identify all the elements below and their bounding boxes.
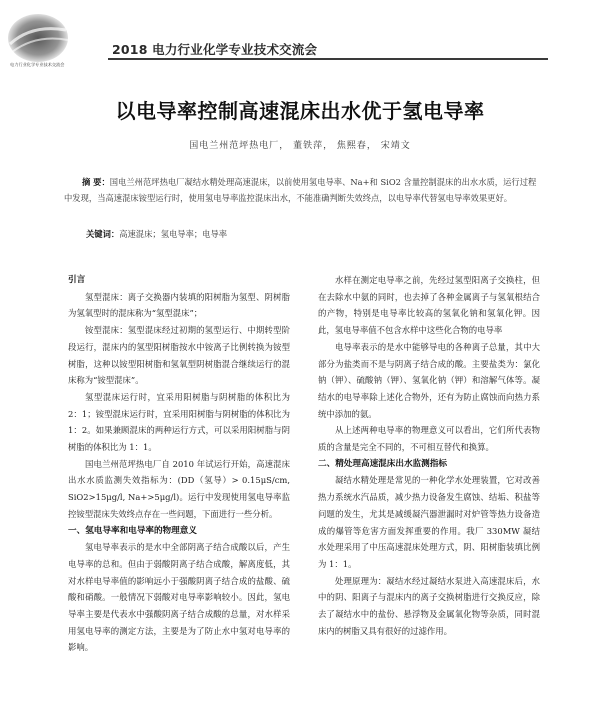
body-paragraph: 从上述两种电导率的物理意义可以看出，它们所代表物质的含量是完全不同的，不可相互替代和换算。	[318, 425, 540, 453]
keywords	[86, 228, 227, 240]
conference-logo	[2, 4, 102, 70]
section-heading: 引言	[68, 275, 86, 285]
body-paragraph: 电导率表示的是水中能够导电的各种离子总量，其中大部分为盐类而不是与阴离子结合成的酸。主要盐类为：氯化钠（钾）、硫酸钠（钾）、氢氧化钠（钾）和溶解气体等。凝结水的电导率除上述化合物外，还有为防止腐蚀而向热力系统中添加的氨。	[318, 341, 540, 419]
section-heading: 二、精处理高速混床出水监测指标	[318, 458, 447, 469]
right-column	[318, 272, 540, 639]
body-paragraph: 氢型混床：离子交换器内装填的阳树脂为氢型、阴树脂为氢氧型时的混床称为“氢型混床”；	[68, 291, 290, 319]
body-paragraph: 处理原理为：凝结水经过凝结水泵进入高速混床后，水中的阴、阳离子与混床内的离子交换树脂进行交换反应，除去了凝结水中的盐份、悬浮物及金属氧化物等杂质，同时混床内的树脂又具有很好的过滤作用。	[318, 575, 540, 636]
paper-title: 以电导率控制高速混床出水优于氢电导率	[115, 99, 485, 123]
body-paragraph: 氢型混床运行时，宜采用阳树脂与阴树脂的体积比为 2：1；铵型混床运行时，宜采用阳树脂与阴树脂的体积比为 1：2。如果兼顾混床的两种运行方式，可以采用阳树脂与阴树脂的体积比为 1：1。	[68, 391, 290, 453]
header-divider	[108, 58, 548, 60]
conference-name: 2018 电力行业化学专业技术交流会	[112, 42, 318, 57]
body-paragraph: 国电兰州范坪热电厂自 2010 年试运行开始，高速混床出水水质监测失效指标为：(DD（氢导）> 0.15μS/cm, SiO2>15μg/l, Na+>5μg/l)。运行中发现使用氢电导率监控铵型混床失效终点存在一些问题，下面进行一些分析。	[68, 458, 290, 519]
logo-caption: 电力行业化学专业技术交流会	[10, 62, 65, 67]
abstract-text: 国电兰州范坪热电厂凝结水精处理高速混床，以前使用氢电导率、Na+和 SiO2 含量控制混床的出水水质，运行过程中发现，当高速混床铵型运行时，使用氢电导率监控混床出水，不能准确判断失效终点，以电导率代替氢电导率效果更好。	[64, 177, 537, 203]
abstract	[64, 174, 544, 206]
keywords-label: 关键词：	[86, 229, 120, 239]
left-column	[68, 272, 290, 656]
body-paragraph: 铵型混床：氢型混床经过初期的氢型运行、中期转型阶段运行，混床内的氢型阳树脂按水中铵离子比例转换为铵型树脂，这种以铵型阳树脂和氢氧型阴树脂混合继续运行的混床称为“铵型混床”。	[68, 325, 290, 386]
page-header	[0, 0, 600, 67]
section-heading: 一、氢电导率和电导率的物理意义	[68, 525, 197, 536]
abstract-label: 摘 要：	[82, 177, 110, 187]
body-paragraph: 凝结水精处理是常见的一种化学水处理装置，它对改善热力系统水汽品质，减少热力设备发生腐蚀、结垢、积盐等问题的发生，尤其是减缓凝汽器泄漏时对炉管等热力设备造成的爆管等危害方面发挥重要的作用。我厂 330MW 凝结水处理采用了中压高速混床处理方式，阴、阳树脂装填比例为 1：1。	[318, 475, 540, 569]
keywords-text: 高速混床；氢电导率；电导率	[119, 229, 228, 239]
body-paragraph: 氢电导率表示的是水中全部阴离子结合成酸以后，产生电导率的总和。但由于弱酸阴离子结合成酸，解离度低，其对水样电导率值的影响远小于强酸阴离子结合成的盐酸、硫酸和硝酸。一般情况下弱酸对电导率影响较小。因此，氢电导率主要是代表水中强酸阴离子结合成酸的总量，对水样采用氢电导率的测定方法，主要是为了防止水中氢对电导率的影响。	[68, 542, 290, 653]
body-paragraph: 水样在测定电导率之前，先经过氢型阳离子交换柱，但在去除水中氨的同时，也去掉了各种金属离子与氢氧根结合的产物，特别是电导率比较高的氢氧化钠和氢氧化钾。因此，氢电导率值不包含水样中这些化合物的电导率	[318, 275, 540, 336]
paper-authors: 国电兰州范坪热电厂， 董铁萍， 焦熙春， 宋靖文	[189, 141, 411, 151]
